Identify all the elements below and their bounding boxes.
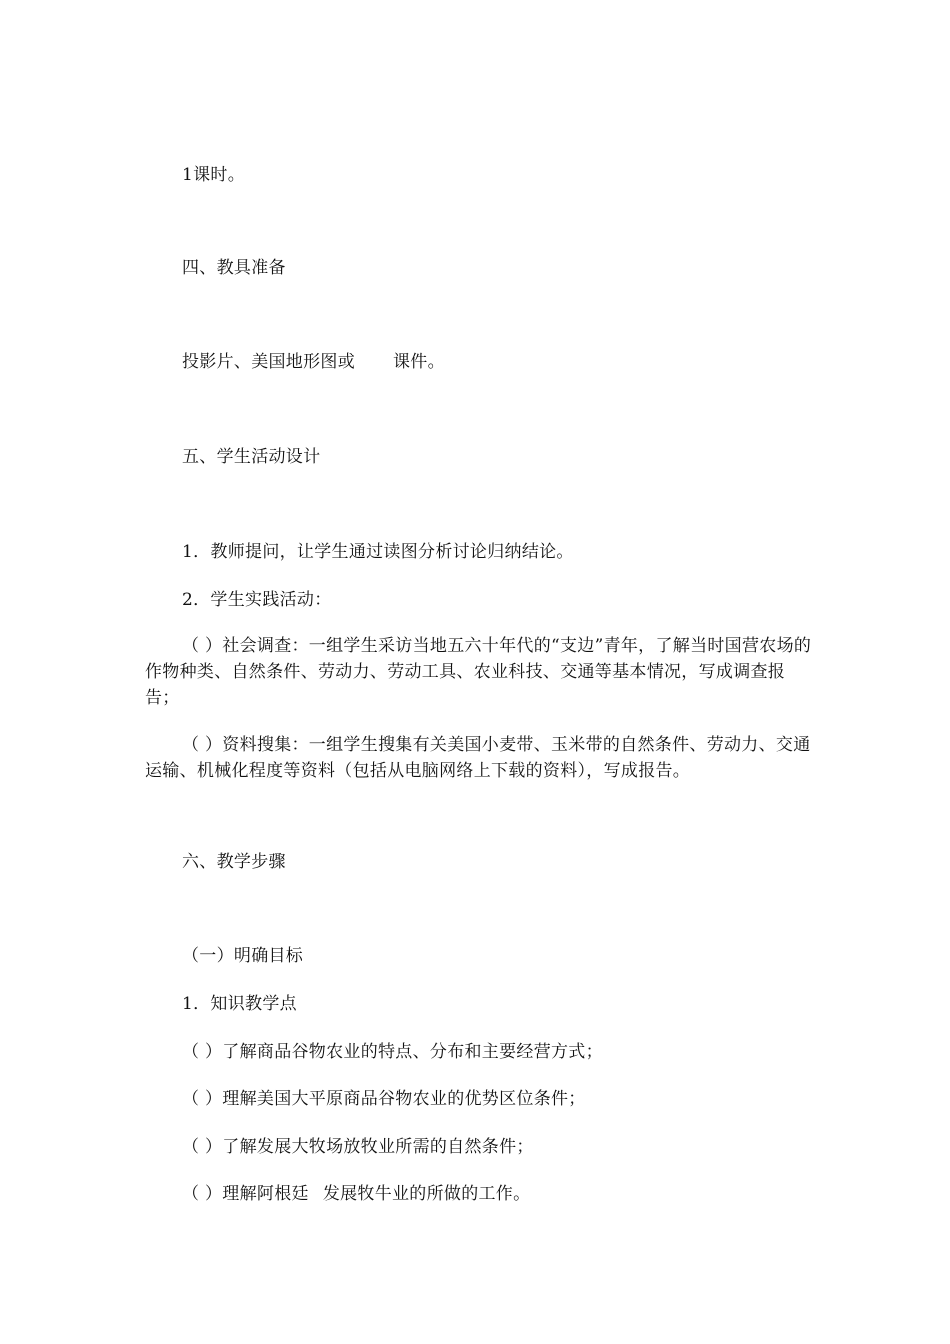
section-5-item-2: 2．学生实践活动：: [182, 590, 332, 610]
section-6-title: 六、教学步骤: [182, 852, 286, 872]
knowledge-point-1: （ ）了解商品谷物农业的特点、分布和主要经营方式；: [182, 1042, 603, 1062]
section-4-title: 四、教具准备: [182, 258, 286, 278]
step-1-title: （一）明确目标: [182, 946, 304, 966]
section-5-item-1: 1．教师提问，让学生通过读图分析讨论归纳结论。: [182, 542, 574, 562]
knowledge-point-4-part-b: 发展牧牛业的所做的工作。: [322, 1184, 531, 1204]
knowledge-title: 1．知识教学点: [182, 994, 297, 1014]
section-5-title: 五、学生活动设计: [182, 447, 321, 467]
section-4-text-part-b: 课件。: [393, 352, 445, 372]
section-4-text: [182, 350, 445, 374]
section-5-item-2-data-collection: （ ）资料搜集：一组学生搜集有关美国小麦带、玉米带的自然条件、劳动力、交通运输、机械化程度等资料（包括从电脑网络上下载的资料），写成报告。: [145, 735, 811, 781]
knowledge-point-3: （ ）了解发展大牧场放牧业所需的自然条件；: [182, 1137, 534, 1157]
section-4-text-part-a: 投影片、美国地形图或: [182, 352, 355, 372]
lesson-hours: 1课时。: [182, 165, 246, 185]
knowledge-point-4: [182, 1182, 530, 1206]
knowledge-point-2: （ ）理解美国大平原商品谷物农业的优势区位条件；: [182, 1089, 586, 1109]
section-5-item-2-social-survey: （ ）社会调查：一组学生采访当地五六十年代的“支边”青年，了解当时国营农场的作物种类、自然条件、劳动力、劳动工具、农业科技、交通等基本情况，写成调查报告；: [145, 636, 812, 708]
knowledge-point-4-part-a: （ ）理解阿根廷: [182, 1184, 309, 1204]
